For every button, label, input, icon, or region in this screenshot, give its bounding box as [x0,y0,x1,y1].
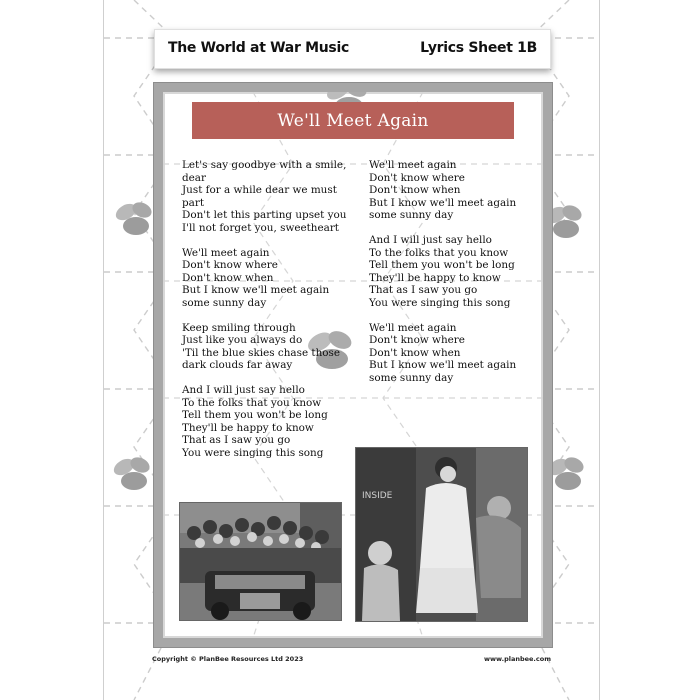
lyrics-right-column [369,159,534,397]
lyric-line: We'll meet again [182,246,270,259]
lyric-line: I'll not forget you, sweetheart [182,221,339,234]
lyric-line: Don't know where [182,259,278,272]
lyric-line: some sunny day [369,209,454,222]
lyric-line: We'll meet again [369,159,457,171]
lyric-line: We'll meet again [369,321,457,334]
lyrics-left-column [182,159,350,471]
lyric-line: dark clouds far away [182,359,293,372]
lyric-line: part [182,196,204,209]
lyric-line: Keep smiling through [182,321,296,334]
lyric-line: Just for a while dear we must [182,184,337,197]
lyric-line: Just like you always do [182,334,303,347]
lyric-line: And I will just say hello [182,383,305,396]
sheet-number: Lyrics Sheet 1B [420,40,537,56]
lyric-line: Don't know where [369,171,465,184]
lyrics-stanza [369,322,534,385]
lyric-line: They'll be happy to know [182,421,314,434]
lyric-line: Tell them you won't be long [369,259,515,272]
lyric-line: Don't know when [369,346,461,359]
lyric-line: Don't let this parting upset you [182,209,347,222]
copyright-notice: Copyright © PlanBee Resources Ltd 2023 [152,655,304,663]
lyric-line: dear [182,171,206,184]
website-link[interactable]: www.planbee.com [484,655,551,663]
lyric-line: 'Til the blue skies chase those [182,346,341,359]
photo-sign-text: INSIDE [362,491,393,501]
lyric-line: And I will just say hello [369,233,492,246]
lyrics-stanza [182,384,350,460]
song-title-banner [192,102,514,139]
lyrics-frame [154,83,552,647]
lyric-line: But I know we'll meet again [369,196,517,209]
lyric-line: some sunny day [182,296,267,309]
lyric-line: They'll be happy to know [369,271,501,284]
lyric-line: Tell them you won't be long [182,409,328,422]
lyric-line: Don't know when [182,271,274,284]
lyrics-stanza [182,247,350,310]
lyrics-stanza [369,159,534,222]
bee-icon [110,455,156,493]
lyric-line: But I know we'll meet again [369,359,517,372]
bee-icon [112,200,158,238]
lyric-line: Don't know when [369,184,461,197]
lyric-line: Let's say goodbye with a smile, [182,159,347,171]
lyric-line: some sunny day [369,371,454,384]
lyric-line: That as I saw you go [369,284,478,297]
lyrics-stanza [182,322,350,372]
farewell-embrace-photo [355,447,528,622]
sheet-header [154,29,551,69]
lyric-line: To the folks that you know [369,246,509,259]
lyrics-stanza [182,159,350,235]
lyric-line: Don't know where [369,334,465,347]
song-title: We'll Meet Again [277,110,429,131]
header-title: The World at War Music [168,40,349,56]
lyric-line: But I know we'll meet again [182,284,330,297]
lyrics-sheet-page [103,0,600,700]
lyric-line: That as I saw you go [182,434,291,447]
lyric-line: To the folks that you know [182,396,322,409]
lyric-line: You were singing this song [182,446,324,459]
celebration-crowd-photo [179,502,342,621]
lyric-line: You were singing this song [369,296,511,309]
lyrics-stanza [369,234,534,310]
